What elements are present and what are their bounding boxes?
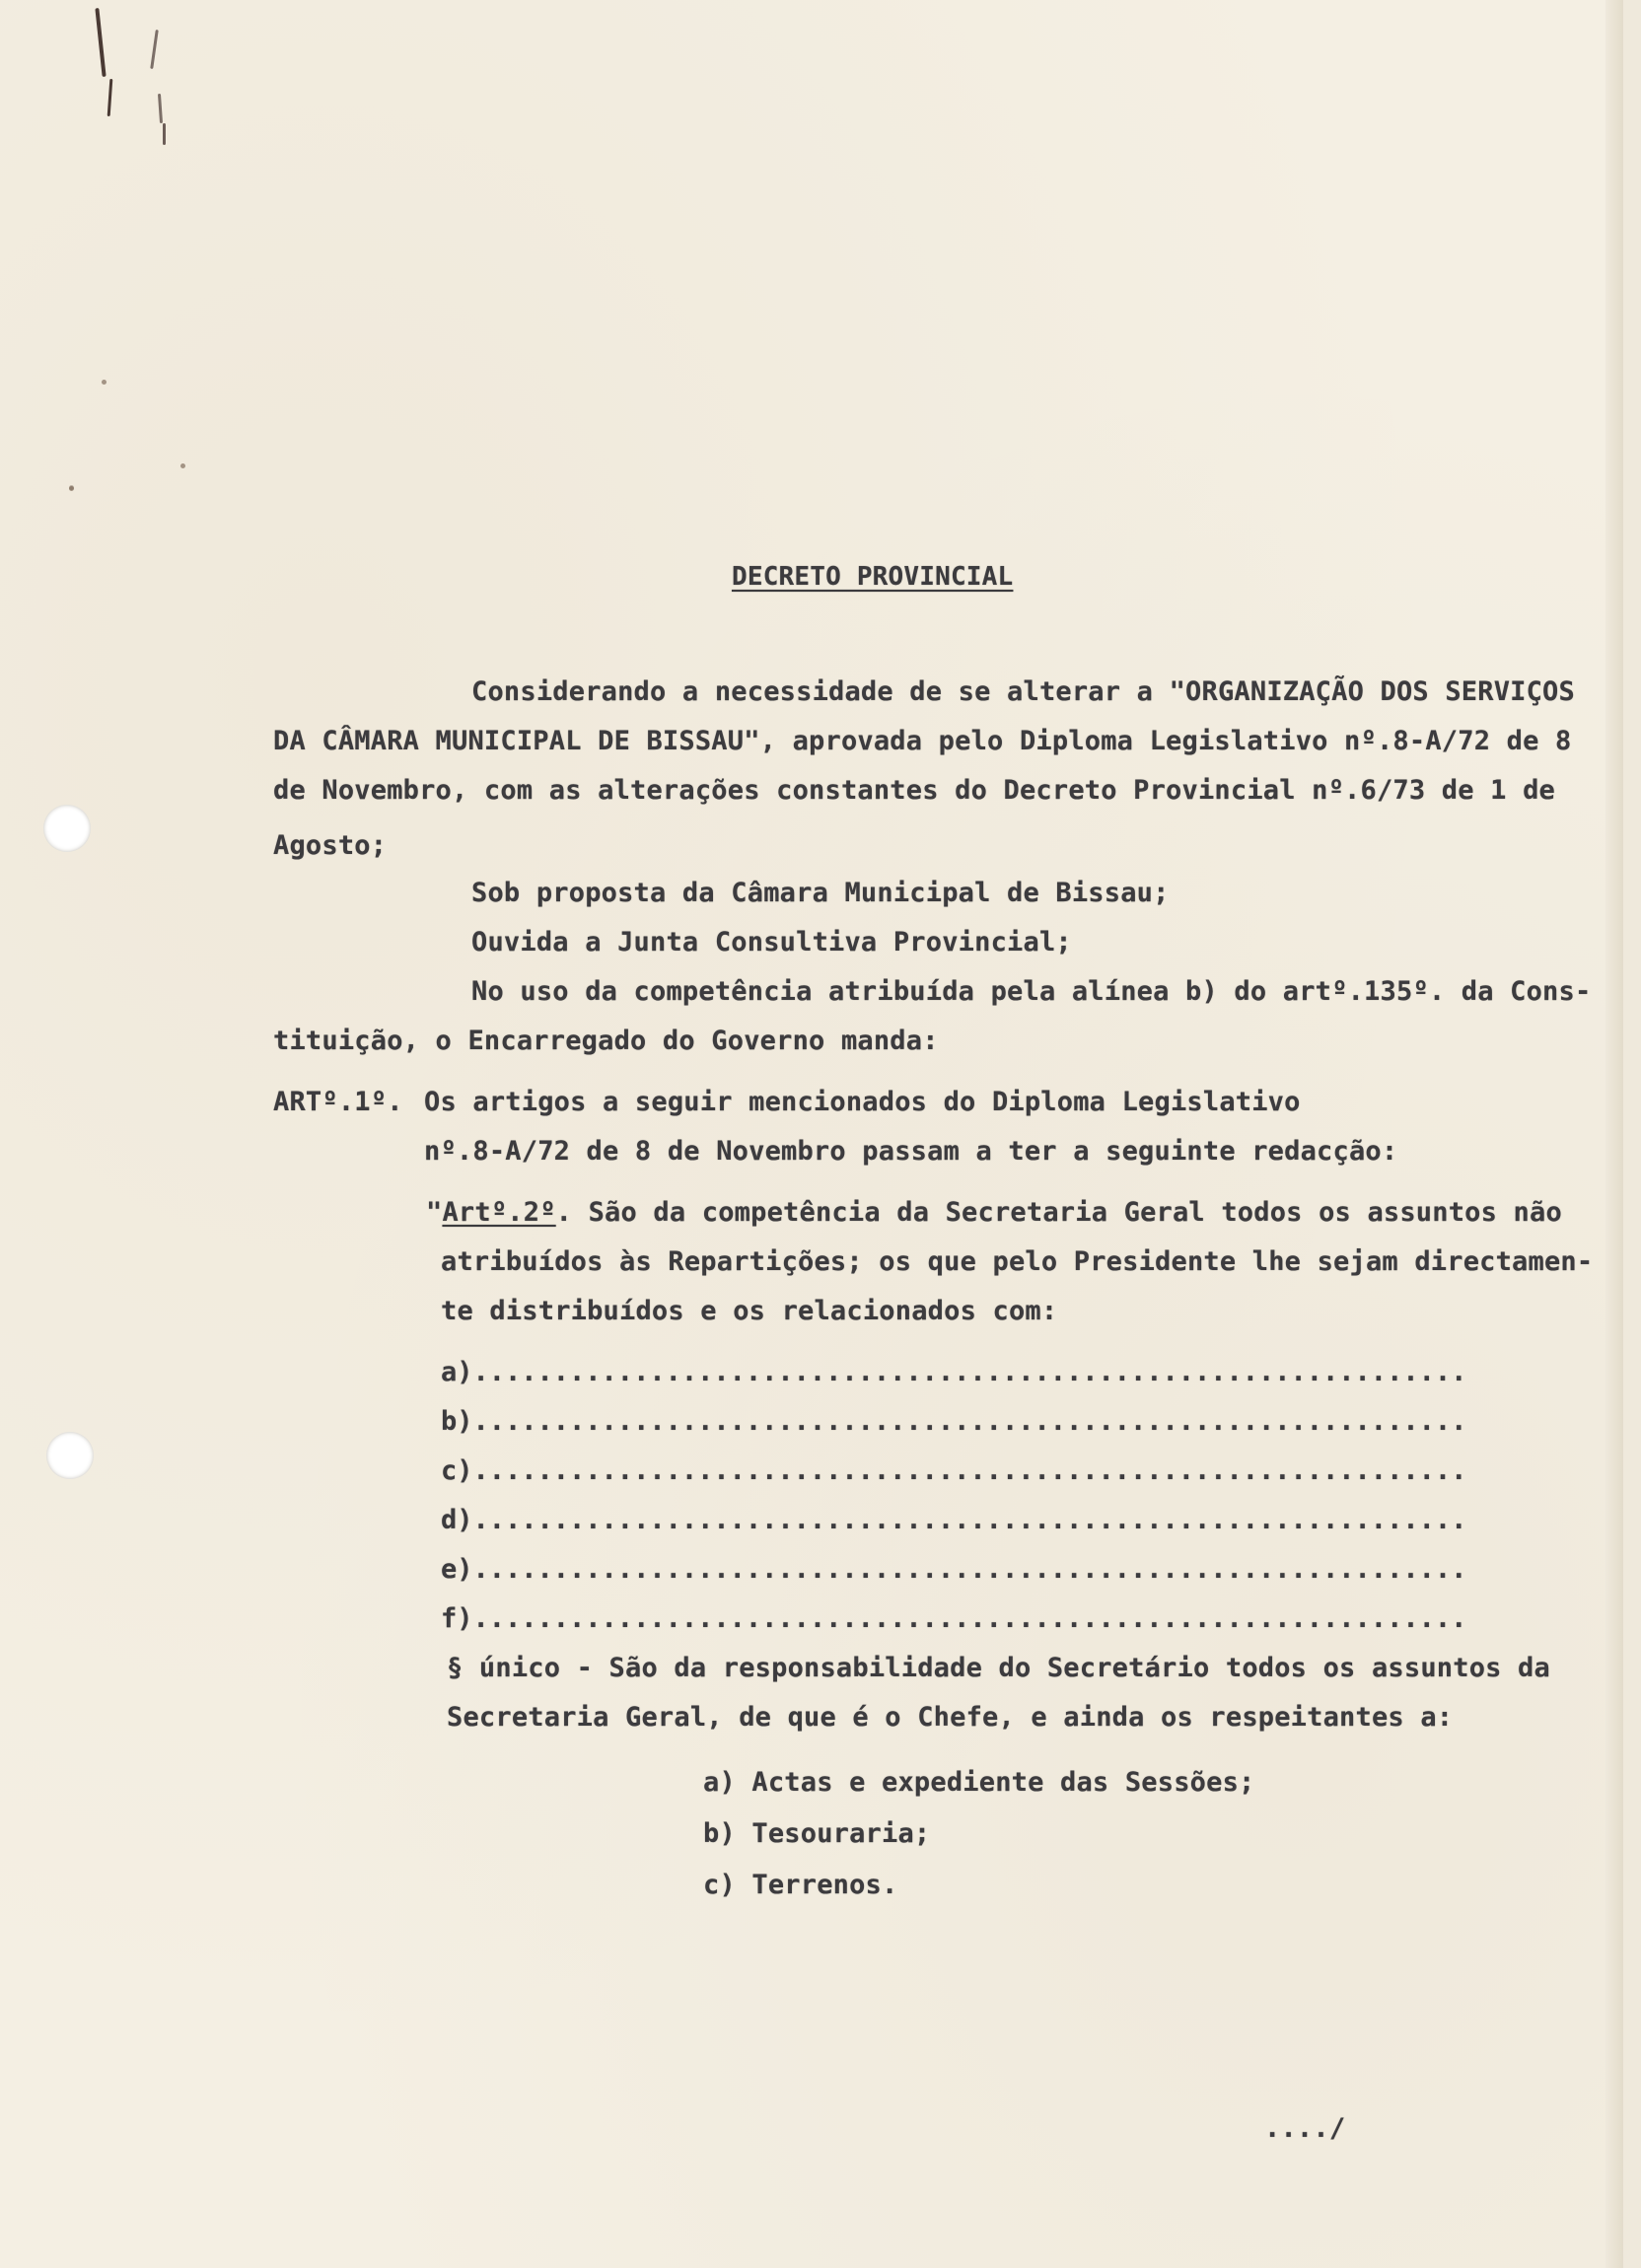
preamble-line-1: Considerando a necessidade de se alterar a "ORGANIZAÇÃO DOS SERVIÇOS (471, 676, 1575, 707)
article-2-item-d: d).............................................................. (441, 1505, 1467, 1535)
pencil-mark (95, 8, 106, 77)
preamble-line-3: de Novembro, com as alterações constantes do Decreto Provincial nº.6/73 de 1 de (273, 775, 1555, 806)
sub-item-b: b) Tesouraria; (703, 1818, 931, 1849)
article-1-line-1: Os artigos a seguir mencionados do Diploma Legislativo (424, 1087, 1301, 1117)
pencil-mark (107, 79, 113, 116)
punch-hole (43, 805, 91, 852)
competence-line-2: tituição, o Encarregado do Governo manda: (273, 1026, 939, 1056)
article-2-heading (426, 1197, 1562, 1229)
article-2-item-f: f).............................................................. (441, 1603, 1467, 1634)
sub-item-a: a) Actas e expediente das Sessões; (703, 1767, 1255, 1798)
article-2-line-3: te distribuídos e os relacionados com: (441, 1296, 1058, 1326)
article-2-label: Artº.2º (442, 1197, 556, 1228)
article-2-item-a: a).............................................................. (441, 1357, 1467, 1387)
proposal-line: Sob proposta da Câmara Municipal de Bissau; (471, 878, 1170, 908)
paper-speck (69, 485, 74, 490)
sole-paragraph-line-1: § único - São da responsabilidade do Secretário todos os assuntos da (447, 1653, 1550, 1683)
page-edge-shadow (1605, 0, 1623, 2268)
article-2-line-1: . São da competência da Secretaria Geral todos os assuntos não (555, 1197, 1562, 1228)
article-2-item-e: e).............................................................. (441, 1554, 1467, 1585)
pencil-mark (163, 123, 166, 145)
document-title: DECRETO PROVINCIAL (732, 562, 1014, 592)
article-2-item-c: c).............................................................. (441, 1455, 1467, 1486)
sub-item-c: c) Terrenos. (703, 1870, 898, 1900)
article-1-label: ARTº.1º. (273, 1087, 403, 1117)
article-1-line-2: nº.8-A/72 de 8 de Novembro passam a ter a seguinte redacção: (424, 1136, 1398, 1167)
continuation-mark: ..../ (1264, 2113, 1346, 2144)
pencil-mark (150, 30, 159, 69)
sole-paragraph-line-2: Secretaria Geral, de que é o Chefe, e ainda os respeitantes a: (447, 1702, 1454, 1733)
article-2-quote: " (426, 1197, 443, 1228)
preamble-line-4: Agosto; (273, 830, 388, 861)
heard-line: Ouvida a Junta Consultiva Provincial; (471, 927, 1072, 957)
paper-speck (102, 380, 107, 385)
punch-hole (46, 1432, 94, 1479)
preamble-line-2: DA CÂMARA MUNICIPAL DE BISSAU", aprovada pelo Diploma Legislativo nº.8-A/72 de 8 (273, 726, 1572, 756)
pencil-mark (158, 94, 163, 123)
article-2-line-2: atribuídos às Repartições; os que pelo Presidente lhe sejam directamen- (441, 1246, 1594, 1277)
paper-speck (180, 463, 185, 468)
competence-line-1: No uso da competência atribuída pela alínea b) do artº.135º. da Cons- (471, 976, 1592, 1007)
article-2-item-b: b).............................................................. (441, 1406, 1467, 1437)
